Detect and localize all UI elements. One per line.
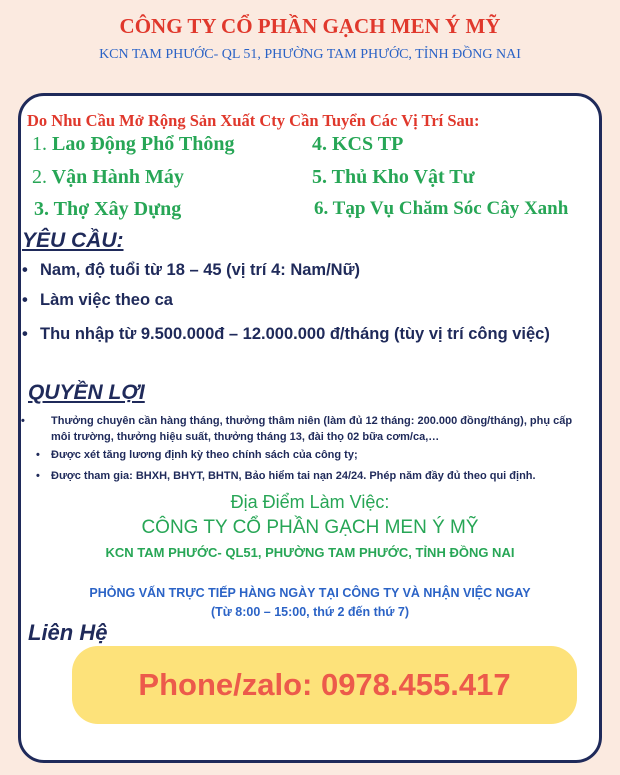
requirement-item <box>22 320 598 348</box>
position-number: 4. <box>312 133 327 155</box>
position-3 <box>34 198 181 221</box>
intro-text: Do Nhu Cầu Mở Rộng Sản Xuất Cty Cần Tuyển Các Vị Trí Sau: <box>27 111 480 130</box>
header-company-title: CÔNG TY CỔ PHẦN GẠCH MEN Ý MỸ <box>119 14 501 38</box>
phone-number: Phone/zalo: 0978.455.417 <box>138 667 511 702</box>
benefit-item <box>21 413 588 445</box>
bullet: • <box>22 325 28 343</box>
interview-hours: (Từ 8:00 – 15:00, thứ 2 đến thứ 7) <box>210 605 410 619</box>
position-4 <box>312 133 403 156</box>
position-number: 6. <box>314 198 329 219</box>
requirement-text: Làm việc theo ca <box>40 291 173 309</box>
requirement-item <box>22 261 592 280</box>
bullet: • <box>22 261 28 279</box>
position-6 <box>314 198 568 220</box>
position-number: 1. <box>32 133 47 155</box>
bullet: • <box>21 415 25 427</box>
benefit-item <box>36 447 588 463</box>
requirements-title: YÊU CẦU: <box>22 229 124 252</box>
phone-box <box>72 646 577 724</box>
position-5 <box>312 166 475 189</box>
header-address: KCN TAM PHƯỚC- QL 51, PHƯỜNG TAM PHƯỚC, TỈNH ĐỒNG NAI <box>99 47 521 62</box>
requirement-text: Thu nhập từ 9.500.000đ – 12.000.000 đ/tháng (tùy vị trí công việc) <box>40 325 550 343</box>
benefit-text: Được xét tăng lương định kỳ theo chính sách của công ty; <box>51 449 358 461</box>
benefit-item <box>36 468 596 484</box>
requirement-item <box>22 291 592 310</box>
position-label: Thợ Xây Dựng <box>53 198 182 220</box>
benefit-text: Được tham gia: BHXH, BHYT, BHTN, Bảo hiểm tai nạn 24/24. Phép năm đầy đủ theo qui định. <box>51 470 536 482</box>
contact-title: Liên Hệ <box>28 620 108 645</box>
position-label: KCS TP <box>332 133 404 155</box>
position-label: Tạp Vụ Chăm Sóc Cây Xanh <box>332 198 569 219</box>
position-number: 2. <box>32 166 47 188</box>
workplace-address: KCN TAM PHƯỚC- QL51, PHƯỜNG TAM PHƯỚC, TỈNH ĐỒNG NAI <box>105 545 515 560</box>
position-number: 3. <box>34 198 49 220</box>
position-1 <box>32 133 234 156</box>
bullet: • <box>22 291 28 309</box>
position-label: Vận Hành Máy <box>51 166 184 188</box>
position-label: Thủ Kho Vật Tư <box>331 166 475 188</box>
interview-notice: PHỎNG VẤN TRỰC TIẾP HÀNG NGÀY TẠI CÔNG TY VÀ NHẬN VIỆC NGAY <box>89 586 531 600</box>
position-number: 5. <box>312 166 327 188</box>
requirement-text: Nam, độ tuổi từ 18 – 45 (vị trí 4: Nam/Nữ) <box>40 261 361 279</box>
bullet: • <box>36 449 40 461</box>
benefits-title: QUYỀN LỢI <box>28 381 145 404</box>
bullet: • <box>36 470 40 482</box>
position-label: Lao Động Phổ Thông <box>52 133 235 155</box>
benefit-text: Thưởng chuyên cần hàng tháng, thưởng thâm niên (làm đủ 12 tháng: 200.000 đồng/tháng), phụ cấp môi trường, thưởng hiệu suất, thưởng tháng 13, đài thọ 02 bữa cơm/ca,… <box>51 415 573 443</box>
position-2 <box>32 166 184 189</box>
workplace-title: Địa Điểm Làm Việc: <box>230 492 390 512</box>
workplace-company: CÔNG TY CỔ PHẦN GẠCH MEN Ý MỸ <box>141 517 479 538</box>
